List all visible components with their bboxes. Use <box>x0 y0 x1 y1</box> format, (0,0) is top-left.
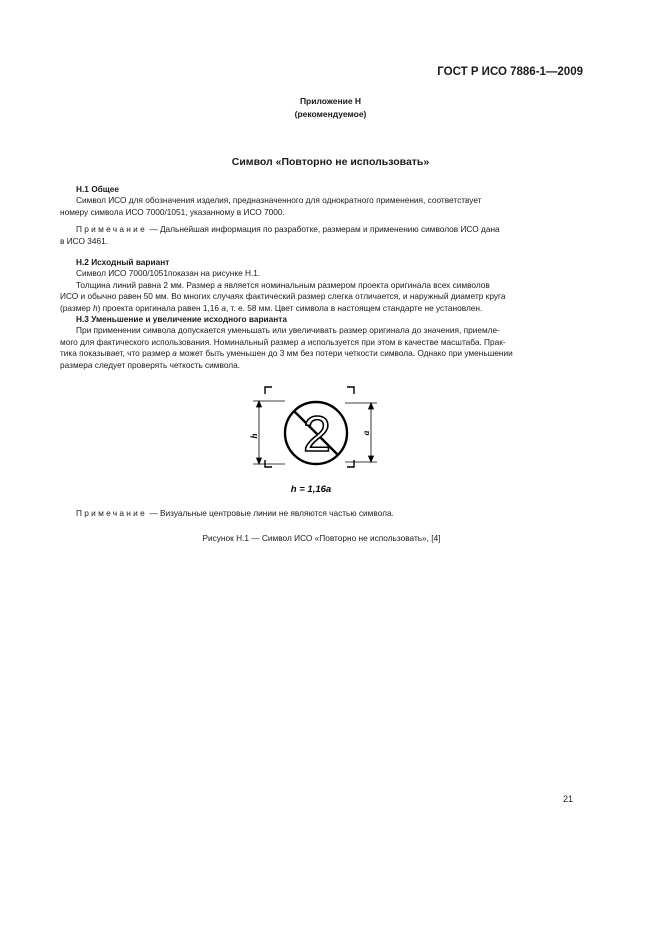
annex-block <box>0 95 661 121</box>
annex-status: (рекомендуемое) <box>294 109 367 119</box>
fig-note-text: — Визуальные центровые линии не являются частью символа. <box>147 508 394 518</box>
h1-para-line1: Символ ИСО для обозначения изделия, предназначенного для однократного применения, соответствует <box>76 195 482 206</box>
figure-caption: Рисунок Н.1 — Символ ИСО «Повторно не использовать», [4] <box>202 533 441 543</box>
section-h1 <box>60 184 583 247</box>
fig-note-label: Примечание <box>76 508 148 518</box>
dim-a-label: a <box>361 430 371 436</box>
h3-line2: мого для фактического использования. Номинальный размер a используется при этом в качестве масштаба. Прак- <box>60 336 506 347</box>
dimension-h <box>253 401 285 464</box>
document-header: ГОСТ Р ИСО 7886-1—2009 <box>437 66 583 78</box>
reuse-symbol-figure <box>245 386 395 498</box>
note-text: — Дальнейшая информация по разработке, размерам и применению символов ИСО дана <box>147 224 500 235</box>
section-h2 <box>60 257 583 371</box>
h2-heading: Н.2 Исходный вариант <box>76 257 170 267</box>
annex-title: Приложение Н <box>299 96 362 106</box>
h2-line4: (размер h) проекта оригинала равен 1,16 a, т. е. 58 мм. Цвет символа в настоящем стандарте не установлен. <box>60 302 483 313</box>
h3-line1: При применении символа допускается уменьшать или увеличивать размер оригинала до значения, приемле- <box>76 325 500 336</box>
h3-line3: тика показывает, что размер a может быть уменьшен до 3 мм без потери четкости символа. Однако при уменьшении <box>60 348 513 359</box>
figure-note <box>60 508 583 519</box>
h2-line3: ИСО и обычно равен 50 мм. Во многих случаях фактический размер слегка отличается, и наружный диаметр круга <box>60 291 506 302</box>
h2-line2: Толщина линий равна 2 мм. Размер a является номинальным размером проекта оригинала всех символов <box>76 279 490 290</box>
dim-h-label: h <box>249 433 259 439</box>
symbol-digit: 2 <box>303 406 331 462</box>
figure-formula: h = 1,16a <box>290 484 332 495</box>
note-label: Примечание <box>76 224 148 235</box>
h1-heading: Н.1 Общее <box>76 184 120 194</box>
h2-line1: Символ ИСО 7000/1051показан на рисунке Н.1. <box>76 268 261 279</box>
h1-note-line1 <box>60 224 583 235</box>
section-title: Символ «Повторно не использовать» <box>231 156 430 168</box>
h1-note-line2: в ИСО 3461. <box>60 235 109 246</box>
page-number: 21 <box>562 794 573 804</box>
h3-heading: Н.3 Уменьшение и увеличение исходного варианта <box>76 314 287 325</box>
h1-para-line2: номеру символа ИСО 7000/1051, указанному в ИСО 7000. <box>60 206 285 217</box>
h3-line4: размера следует проверять четкость символа. <box>60 359 241 370</box>
